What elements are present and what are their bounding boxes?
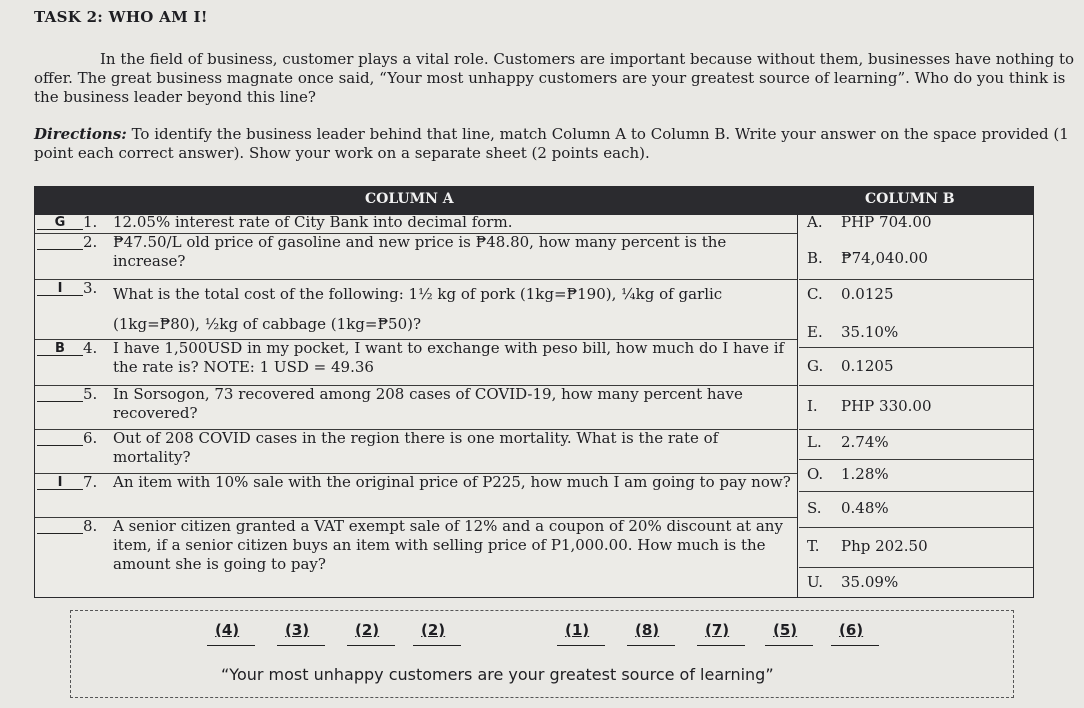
answer-blank[interactable] — [37, 429, 83, 446]
answer-blank[interactable] — [37, 385, 83, 402]
item-text: Out of 208 COVID cases in the region there is one mortality. What is the rate of mortality? — [113, 429, 719, 466]
item-text: 12.05% interest rate of City Bank into decimal form. — [113, 213, 513, 231]
column-b-item — [799, 385, 1033, 430]
matching-table — [34, 186, 1034, 598]
answer-line[interactable] — [557, 645, 605, 646]
answer-slot: (7) — [705, 621, 730, 639]
directions-paragraph — [34, 125, 1076, 163]
answer-blank[interactable] — [37, 233, 83, 250]
choice-letter: E. — [807, 323, 823, 341]
item-number: 2. — [83, 233, 98, 251]
item-text: What is the total cost of the following: 1½ kg of pork (1kg=₱190), ¼kg of garlic (1kg=₱80), ½kg of cabbage (1kg=₱50)? — [113, 285, 723, 333]
table-header — [35, 187, 1033, 215]
column-a-header: COLUMN A — [365, 191, 454, 207]
choice-letter: G. — [807, 357, 824, 375]
answer-line[interactable] — [413, 645, 461, 646]
answer-line[interactable] — [347, 645, 395, 646]
item-text: In Sorsogon, 73 recovered among 208 cases of COVID-19, how many percent have recovered? — [113, 385, 743, 422]
answer-blank[interactable]: I — [37, 279, 83, 296]
choice-value: 2.74% — [841, 433, 889, 451]
answer-line[interactable] — [765, 645, 813, 646]
column-a-item — [35, 429, 797, 474]
column-b-item — [799, 491, 1033, 528]
column-b-item — [799, 567, 1033, 597]
choice-letter: S. — [807, 499, 822, 517]
column-a-item — [35, 385, 797, 430]
intro-paragraph: In the field of business, customer plays a vital role. Customers are important because without them, businesses have nothing to offer. The great business magnate once said, “Your most unhappy customers are your greatest source of learning”. Who do you think is the business leader beyond this line? — [34, 50, 1075, 106]
answer-slot: (8) — [635, 621, 660, 639]
item-text: ₱47.50/L old price of gasoline and new price is ₱48.80, how many percent is the increase? — [113, 233, 727, 270]
answer-blank[interactable]: G — [37, 213, 83, 230]
choice-letter: I. — [807, 397, 818, 415]
quote-text: “Your most unhappy customers are your greatest source of learning” — [221, 665, 774, 684]
answer-box — [70, 610, 1014, 698]
choice-value: 35.09% — [841, 573, 899, 591]
column-a-item — [35, 213, 797, 234]
column-b-item — [799, 459, 1033, 492]
item-number: 3. — [83, 279, 98, 297]
item-number: 7. — [83, 473, 98, 491]
choice-value: 0.1205 — [841, 357, 894, 375]
choice-value: PHP 330.00 — [841, 397, 932, 415]
item-text: A senior citizen granted a VAT exempt sale of 12% and a coupon of 20% discount at any item, if a senior citizen buys an item with selling price of P1,000.00. How much is the amount she is going to pay? — [113, 517, 783, 573]
answer-slot: (3) — [285, 621, 310, 639]
choice-value: Php 202.50 — [841, 537, 928, 555]
column-b-item — [799, 429, 1033, 460]
directions-text: To identify the business leader behind that line, match Column A to Column B. Write your answer on the space provided (1 point each correct answer). Show your work on a separate sheet (2 points each). — [34, 125, 1069, 162]
choice-value: 0.48% — [841, 499, 889, 517]
choice-letter: O. — [807, 465, 824, 483]
answer-blank[interactable] — [37, 517, 83, 534]
column-b — [799, 213, 1033, 597]
column-a-item — [35, 517, 797, 597]
task-title: TASK 2: WHO AM I! — [34, 8, 208, 26]
answer-slot: (2) — [355, 621, 380, 639]
column-a-item — [35, 233, 797, 280]
column-b-item — [799, 233, 1033, 280]
answer-line[interactable] — [697, 645, 745, 646]
column-b-item — [799, 317, 1033, 348]
answer-blank[interactable]: I — [37, 473, 83, 490]
item-number: 8. — [83, 517, 98, 535]
column-b-item — [799, 527, 1033, 568]
answer-slot: (2) — [421, 621, 446, 639]
item-number: 4. — [83, 339, 98, 357]
column-a-item — [35, 473, 797, 518]
answer-line[interactable] — [627, 645, 675, 646]
answer-blank[interactable]: B — [37, 339, 83, 356]
choice-value: ₱74,040.00 — [841, 249, 928, 267]
choice-value: PHP 704.00 — [841, 213, 932, 231]
choice-letter: L. — [807, 433, 822, 451]
column-b-item — [799, 347, 1033, 386]
column-a-item — [35, 339, 797, 386]
answer-slot: (5) — [773, 621, 798, 639]
answer-line[interactable] — [831, 645, 879, 646]
answer-line[interactable] — [277, 645, 325, 646]
item-text: An item with 10% sale with the original price of P225, how much I am going to pay now? — [113, 473, 791, 491]
item-number: 1. — [83, 213, 98, 231]
choice-letter: A. — [807, 213, 823, 231]
item-number: 6. — [83, 429, 98, 447]
column-b-item — [799, 213, 1033, 233]
choice-letter: C. — [807, 285, 823, 303]
choice-letter: U. — [807, 573, 824, 591]
column-a-item — [35, 279, 797, 340]
directions-label: Directions: — [34, 125, 127, 143]
answer-slot: (6) — [839, 621, 864, 639]
choice-value: 0.0125 — [841, 285, 894, 303]
answer-line[interactable] — [207, 645, 255, 646]
item-number: 5. — [83, 385, 98, 403]
choice-value: 35.10% — [841, 323, 899, 341]
answer-slot: (4) — [215, 621, 240, 639]
column-a — [35, 213, 798, 597]
item-text: I have 1,500USD in my pocket, I want to exchange with peso bill, how much do I have if the rate is? NOTE: 1 USD = 49.36 — [113, 339, 785, 376]
answer-slot: (1) — [565, 621, 590, 639]
choice-letter: T. — [807, 537, 820, 555]
column-b-header: COLUMN B — [865, 191, 955, 207]
choice-letter: B. — [807, 249, 823, 267]
choice-value: 1.28% — [841, 465, 889, 483]
